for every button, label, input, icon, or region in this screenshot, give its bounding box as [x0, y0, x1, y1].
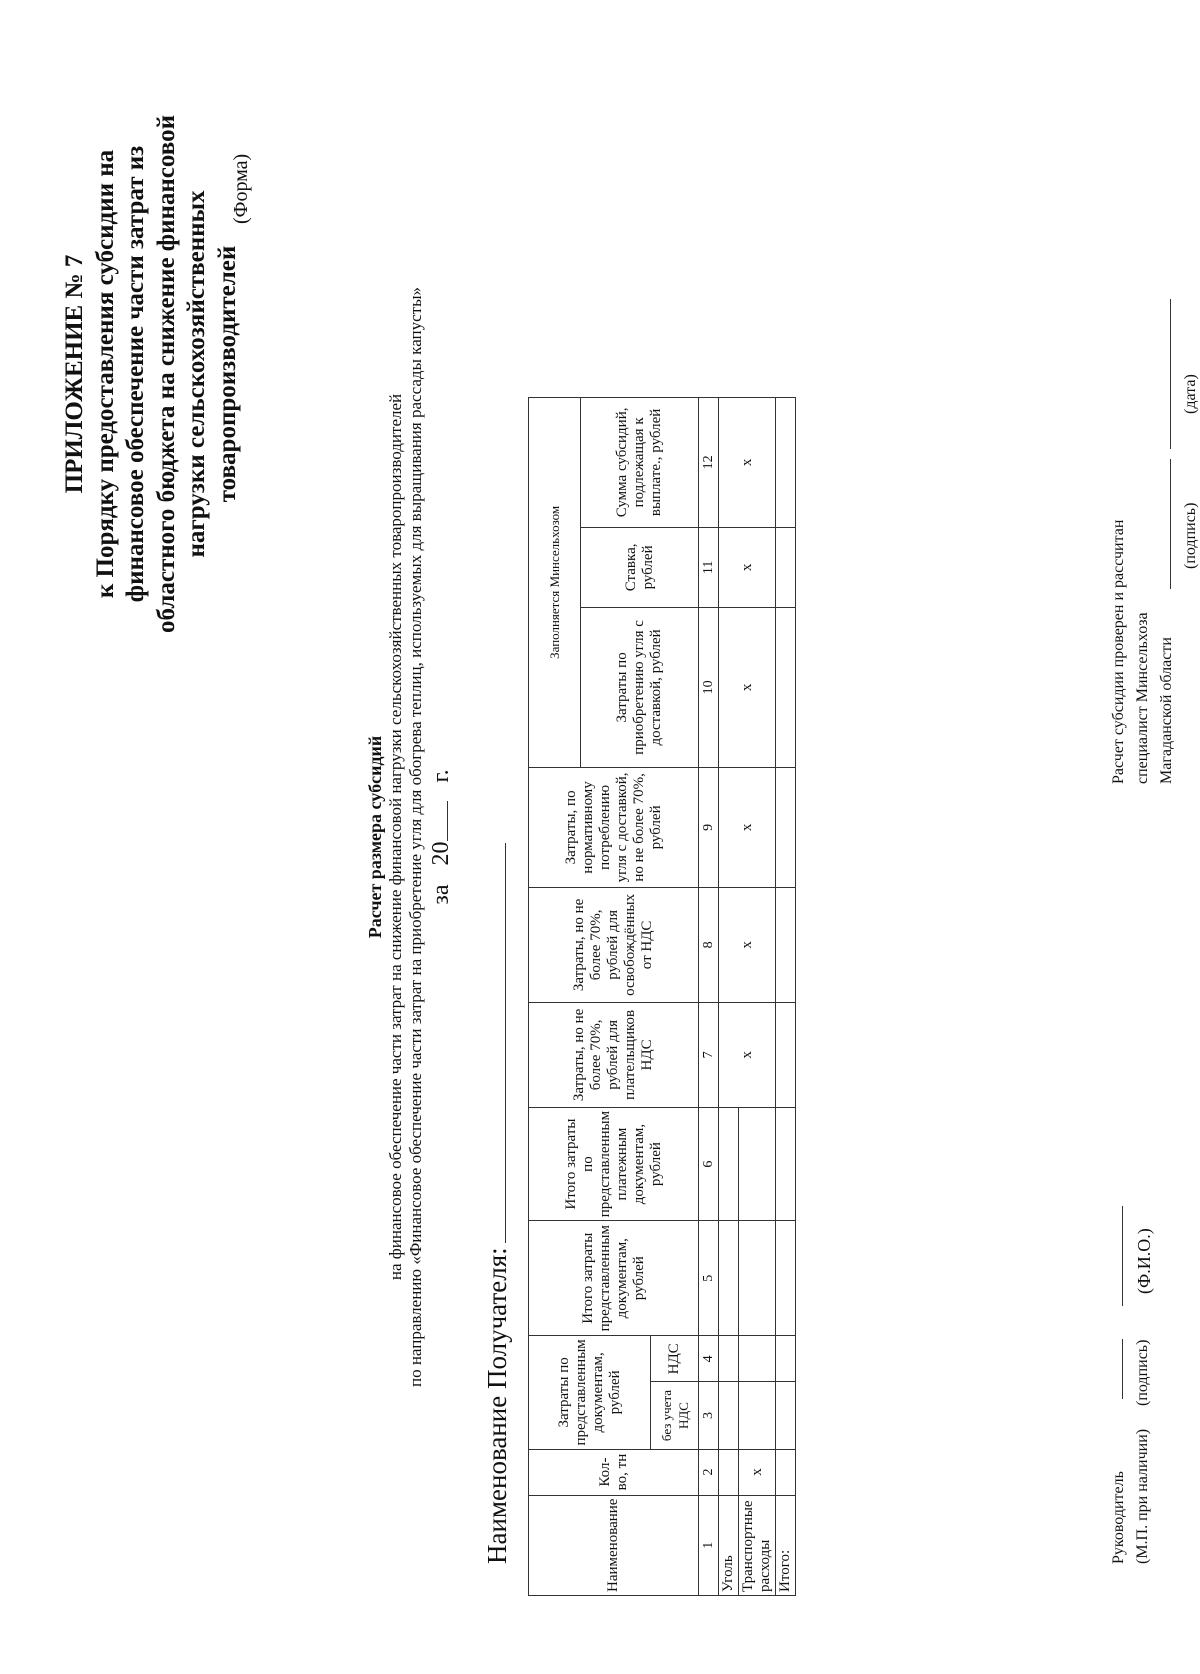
- col-number: 4: [699, 1336, 719, 1382]
- cell-qty[interactable]: [719, 1449, 739, 1495]
- table-row: [776, 397, 796, 1595]
- date-caption: (дата): [1182, 374, 1199, 414]
- checker-signature-caption: (подпись): [1182, 502, 1199, 569]
- cell-col5[interactable]: [776, 1221, 796, 1336]
- appendix-line: к Порядку предоставления субсидии на: [91, 149, 119, 599]
- appendix-line: финансовое обеспечение части затрат из: [122, 145, 149, 603]
- header-col8: Затраты, но не более 70%, рублей для освобождённых от НДС: [529, 887, 699, 1002]
- header-without-vat: без учета НДС: [651, 1382, 699, 1449]
- checked-line-1: Расчет субсидии проверен и рассчитан: [1110, 519, 1127, 784]
- period-suffix: г.: [428, 769, 454, 783]
- col-number: 9: [699, 767, 719, 887]
- cell-vat[interactable]: [739, 1336, 776, 1382]
- col-number: 5: [699, 1221, 719, 1336]
- header-costs: Затраты по представленным документам, рублей: [529, 1336, 651, 1449]
- cell-col6[interactable]: [719, 1107, 739, 1220]
- cell-without-vat[interactable]: [739, 1382, 776, 1449]
- col-number: 6: [699, 1107, 719, 1220]
- date-field[interactable]: [1158, 299, 1176, 449]
- cell-vat[interactable]: [776, 1336, 796, 1382]
- cell-col9[interactable]: [776, 767, 796, 887]
- header-name: Наименование: [529, 1495, 699, 1595]
- recipient-row: [482, 843, 513, 1564]
- header-col7: Затраты, но не более 70%, рублей для плательщиков НДС: [529, 1002, 699, 1107]
- cell-col8[interactable]: [776, 887, 796, 1002]
- heading-line-1: на финансовое обеспечение части затрат на снижение финансовой нагрузки сельскохозяйственных товаропроизводителей: [386, 393, 405, 1281]
- col-number: 7: [699, 1002, 719, 1107]
- row-name: Транспортные расходы: [739, 1495, 776, 1595]
- col-number: 10: [699, 607, 719, 767]
- cell-col7-x: x: [719, 1002, 776, 1107]
- checked-line-3: Магаданской области: [1158, 637, 1175, 784]
- header-col12: Сумма субсидий, подлежащая к выплате., рублей: [581, 397, 699, 527]
- period-prefix: за: [428, 884, 454, 905]
- table-row: [719, 397, 739, 1595]
- col-number: 12: [699, 397, 719, 527]
- period-year-field[interactable]: [428, 789, 455, 879]
- cell-without-vat[interactable]: [776, 1382, 796, 1449]
- recipient-field[interactable]: [505, 843, 506, 1243]
- cell-col6[interactable]: [776, 1107, 796, 1220]
- head-label: Руководитель: [1110, 1471, 1127, 1564]
- header-qty: Кол-во, тн: [529, 1449, 699, 1495]
- checked-line-2: специалист Минсельхоза: [1134, 612, 1151, 784]
- cell-without-vat[interactable]: [719, 1382, 739, 1449]
- head-fio-field[interactable]: [1110, 1206, 1128, 1306]
- period-year: 20: [428, 841, 454, 866]
- period: [428, 0, 455, 1674]
- cell-col7[interactable]: [776, 1002, 796, 1107]
- col-number: 8: [699, 887, 719, 1002]
- cell-vat[interactable]: [719, 1336, 739, 1382]
- header-col6: Итого затраты по представленным платежным документам, рублей: [529, 1107, 699, 1220]
- appendix-line: товаропроизводителей: [213, 245, 241, 503]
- heading-title: Расчет размера субсидий: [365, 735, 385, 939]
- header-col5: Итого затраты представленным документам, рублей: [529, 1221, 699, 1336]
- calculation-heading: [365, 0, 455, 1674]
- cell-col12-x: x: [719, 397, 776, 527]
- head-signature-field[interactable]: [1110, 1339, 1128, 1399]
- cell-col10-x: x: [719, 607, 776, 767]
- recipient-label: Наименование Получателя:: [482, 1247, 512, 1564]
- cell-col11-x: x: [719, 527, 776, 607]
- cell-col5[interactable]: [719, 1221, 739, 1336]
- head-signature-caption: (подпись): [1134, 1339, 1151, 1406]
- checker-signature-field[interactable]: [1158, 459, 1176, 589]
- cell-qty-x: x: [739, 1449, 776, 1495]
- cell-col10[interactable]: [776, 607, 796, 767]
- subsidy-table: [528, 397, 796, 1596]
- col-number: 3: [699, 1382, 719, 1449]
- col-number: 11: [699, 527, 719, 607]
- form-label: (Форма): [230, 153, 252, 224]
- appendix-line: нагрузки сельскохозяйственных: [183, 190, 210, 558]
- header-col11: Ставка, рублей: [581, 527, 699, 607]
- cell-col6[interactable]: [739, 1107, 776, 1220]
- appendix-number: ПРИЛОЖЕНИЕ № 7: [61, 254, 88, 494]
- col-number: 1: [699, 1495, 719, 1595]
- cell-col8-x: x: [719, 887, 776, 1002]
- row-name: Уголь: [719, 1495, 739, 1595]
- cell-col12[interactable]: [776, 397, 796, 527]
- appendix-header: [60, 74, 243, 674]
- appendix-line: областного бюджета на снижение финансовой: [152, 114, 180, 634]
- signature-block: [1110, 64, 1200, 1564]
- header-vat: НДС: [651, 1336, 699, 1382]
- header-ministry: Заполняется Минсельхозом: [529, 397, 581, 767]
- cell-col5[interactable]: [739, 1221, 776, 1336]
- head-fio-caption: (Ф.И.О.): [1134, 1228, 1154, 1294]
- cell-qty[interactable]: [776, 1449, 796, 1495]
- cell-col9-x: x: [719, 767, 776, 887]
- header-col10: Затраты по приобретению угля с доставкой, рублей: [581, 607, 699, 767]
- header-col9: Затраты, по нормативному потреблению угля с доставкой, но не более 70%, рублей: [529, 767, 699, 887]
- heading-line-2: по направлению «Финансовое обеспечение части затрат на приобретение угля для обогрева теплиц, используемых для выращивания рассады капусты»: [406, 286, 425, 1388]
- cell-col11[interactable]: [776, 527, 796, 607]
- col-number: 2: [699, 1449, 719, 1495]
- row-name: Итого:: [776, 1495, 796, 1595]
- mp-label: (М.П. при наличии): [1134, 1428, 1151, 1564]
